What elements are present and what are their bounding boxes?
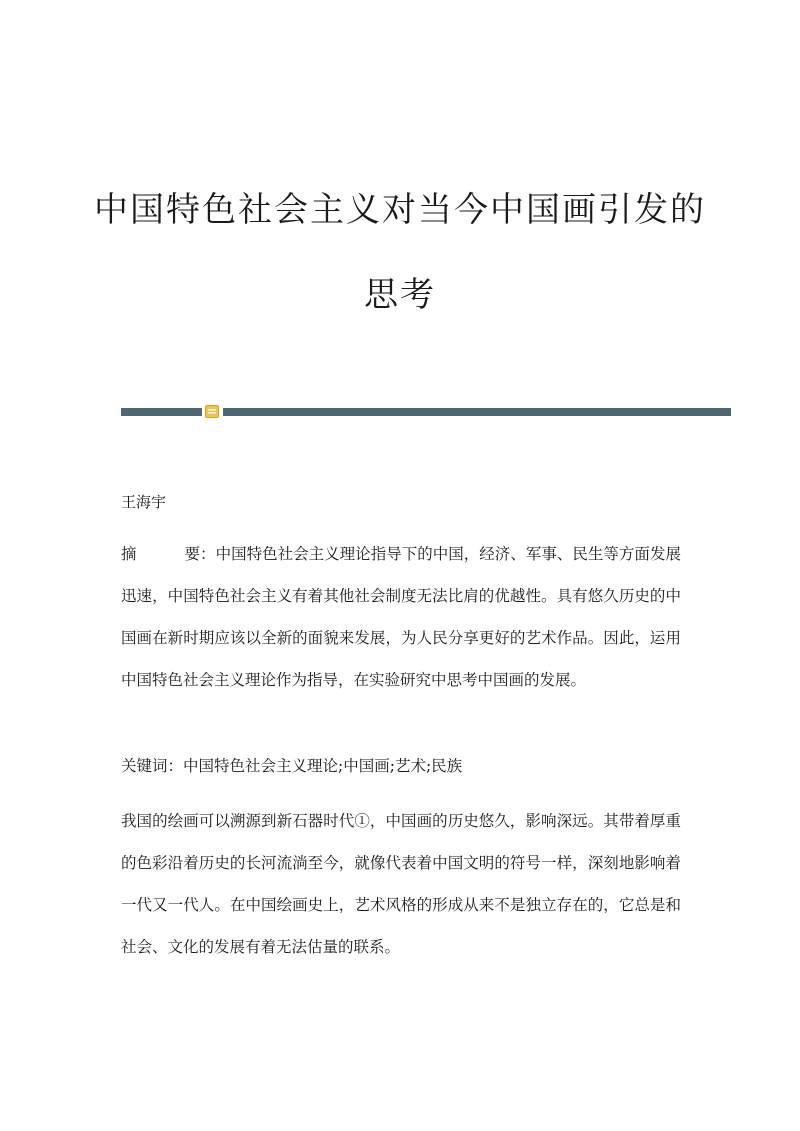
abstract-label-end: 要： bbox=[184, 545, 216, 563]
keywords-text: 中国特色社会主义理论;中国画;艺术;民族 bbox=[183, 757, 463, 775]
title-divider-right bbox=[223, 408, 731, 416]
keywords-label: 关键词： bbox=[121, 757, 184, 775]
author-name: 王海宇 bbox=[121, 493, 167, 511]
body-paragraph: 我国的绘画可以溯源到新石器时代①，中国画的历史悠久，影响深远。其带着厚重的色彩沿着历史的长河流淌至今，就像代表着中国文明的符号一样，深刻地影响着一代又一代人。在中国绘画史上，艺术风格的形成从来不是独立存在的，它总是和社会、文化的发展有着无法估量的联系。 bbox=[121, 812, 681, 956]
document-icon bbox=[205, 405, 219, 418]
title-divider-left bbox=[121, 408, 202, 416]
paper-title-line-1: 中国特色社会主义对当今中国画引发的 bbox=[94, 190, 706, 230]
paper-title-line-2: 思考 bbox=[364, 275, 436, 315]
abstract-label-start: 摘 bbox=[121, 545, 137, 563]
abstract bbox=[121, 533, 681, 701]
abstract-text: 中国特色社会主义理论指导下的中国，经济、军事、民生等方面发展迅速，中国特色社会主义有着其他社会制度无法比肩的优越性。具有悠久历史的中国画在新时期应该以全新的面貌来发展，为人民分享更好的艺术作品。因此，运用中国特色社会主义理论作为指导，在实验研究中思考中国画的发展。 bbox=[121, 545, 681, 689]
keywords bbox=[121, 750, 681, 782]
